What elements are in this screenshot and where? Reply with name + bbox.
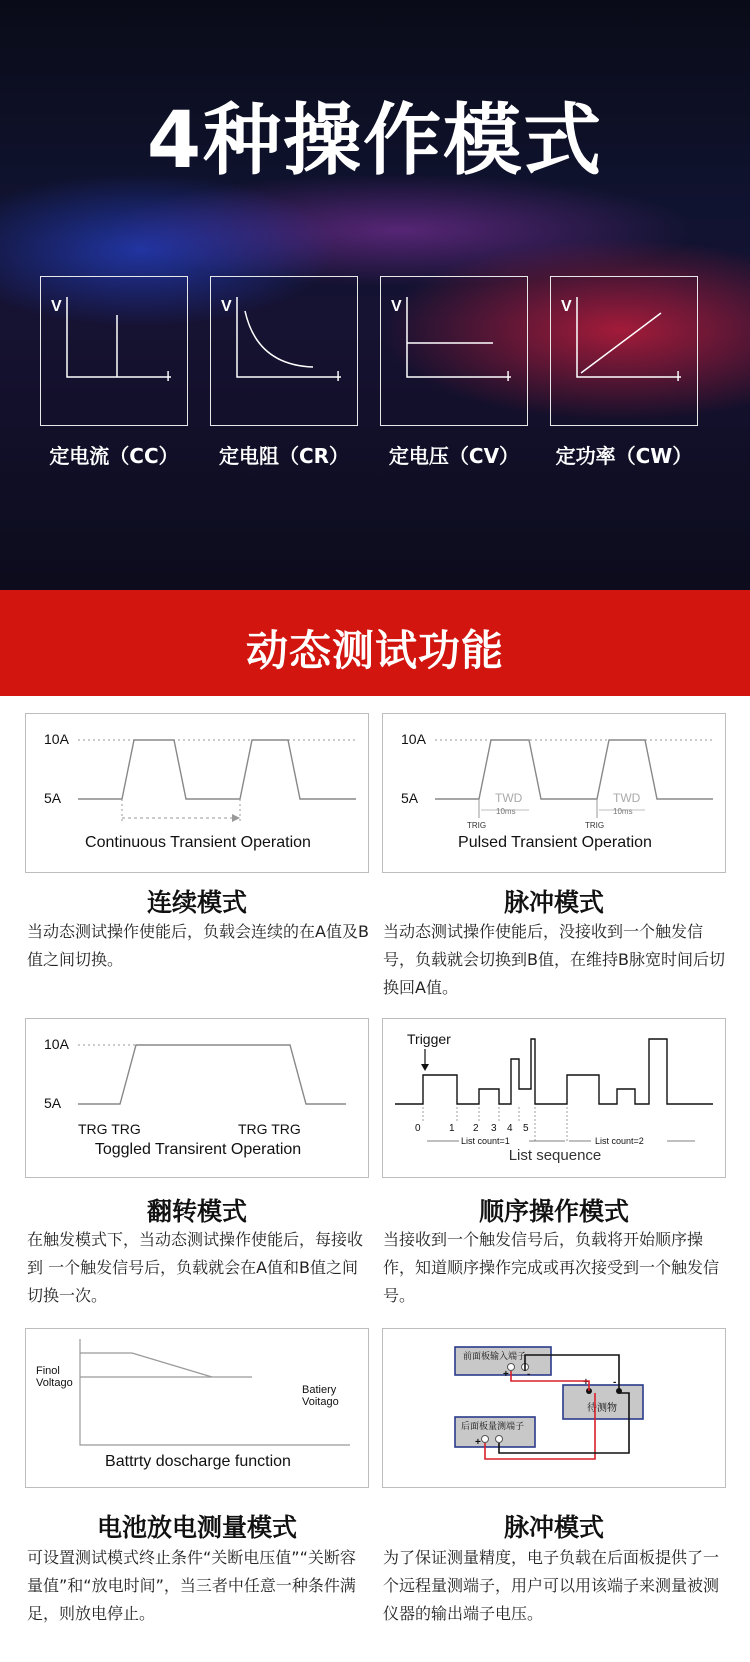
tick-label: 2 — [473, 1123, 479, 1134]
diagram-caption: Pulsed Transient Operation — [458, 834, 652, 851]
plus-sign: + — [475, 1437, 481, 1448]
rear-terminal-label: 后面板量测端子 — [461, 1421, 525, 1431]
y-high-label: 10A — [44, 1036, 69, 1052]
battery-discharge-diagram — [25, 1328, 369, 1488]
tick-label: 3 — [491, 1123, 497, 1134]
diagram-caption: Battrty doscharge function — [105, 1453, 291, 1470]
tick-label: 4 — [507, 1123, 513, 1134]
v-axis-label: V — [561, 298, 572, 315]
final-voltage-label: Finol — [36, 1365, 60, 1377]
mode-cv-label: 定电压（CV） — [388, 444, 520, 468]
battery-voltage-label: Voitago — [302, 1396, 339, 1408]
list-sequence-diagram — [382, 1018, 726, 1178]
minus-sign: - — [613, 1377, 617, 1388]
minus-sign: - — [527, 1369, 531, 1380]
battery-mode-desc: 可设置测试模式终止条件“关断电压值”“关断容量值”和“放电时间”，当三者中任意一种条件满足，则放电停止。 — [27, 1548, 356, 1623]
y-low-label: 5A — [44, 1095, 62, 1111]
trig-label: TRIG — [585, 821, 605, 830]
ms-label: 10ms — [496, 807, 516, 816]
trig-label: TRIG — [467, 821, 487, 830]
battery-mode-title: 电池放电测量模式 — [96, 1513, 297, 1542]
mode-cc-graph — [40, 276, 188, 426]
section-title: 动态测试功能 — [245, 626, 504, 675]
ms-label: 10ms — [613, 807, 633, 816]
hero-title: 4种操作模式 — [146, 96, 604, 186]
pulsed-transient-diagram — [382, 713, 726, 873]
pulsed-mode-title: 脉冲模式 — [503, 888, 604, 917]
mode-cw-label: 定功率（CW） — [555, 444, 693, 468]
toggled-transient-diagram — [25, 1018, 369, 1178]
continuous-transient-diagram — [25, 713, 369, 873]
hero-banner — [0, 0, 750, 590]
battery-voltage-label: Batiery — [302, 1384, 337, 1396]
i-axis-label: I — [336, 368, 341, 385]
tick-label: 0 — [415, 1123, 421, 1134]
i-axis-label: I — [676, 368, 681, 385]
remote-sense-mode-title: 脉冲模式 — [503, 1513, 604, 1542]
list-count-label: List count=2 — [595, 1136, 644, 1146]
v-axis-label: V — [51, 298, 62, 315]
tick-label: 1 — [449, 1123, 455, 1134]
mode-cc-label: 定电流（CC） — [49, 444, 179, 468]
diagram-caption: Continuous Transient Operation — [85, 834, 311, 851]
continuous-mode-desc: 当动态测试操作使能后，负载会连续的在A值及B值之间切换。 — [27, 922, 369, 969]
diagram-caption: Toggled Transirent Operation — [94, 1141, 302, 1158]
plus-sign: + — [583, 1377, 589, 1388]
twd-label: TWD — [495, 791, 523, 805]
mode-cw-graph — [550, 276, 698, 426]
mode-cr-label: 定电阻（CR） — [218, 444, 350, 468]
remote-sense-wiring-diagram — [382, 1328, 726, 1488]
y-high-label: 10A — [401, 731, 426, 747]
toggled-mode-title: 翻转模式 — [146, 1197, 247, 1226]
y-low-label: 5A — [44, 790, 62, 806]
final-voltage-label: Voltago — [36, 1377, 73, 1389]
mode-cr-graph — [210, 276, 358, 426]
pulsed-mode-desc: 当动态测试操作使能后，没接收到一个触发信号，负载就会切换到B值，在维持B脉宽时间后切换回A值。 — [383, 922, 725, 997]
i-axis-label: I — [166, 368, 171, 385]
trg-label: TRG TRG — [238, 1121, 301, 1137]
remote-sense-mode-desc: 为了保证测量精度，电子负载在后面板提供了一个远程量测端子，用户可以用该端子来测量被测仪器的输出端子电压。 — [383, 1548, 720, 1623]
list-mode-desc: 当接收到一个触发信号后，负载将开始顺序操作，知道顺序操作完成或再次接受到一个触发信号。 — [383, 1230, 720, 1305]
y-high-label: 10A — [44, 731, 69, 747]
v-axis-label: V — [221, 298, 232, 315]
toggled-mode-desc: 在触发模式下，当动态测试操作使能后，每接收到 一个触发信号后，负载就会在A值和B值之间切换一次。 — [27, 1230, 364, 1305]
plus-sign: + — [503, 1369, 509, 1380]
continuous-mode-title: 连续模式 — [146, 888, 247, 917]
front-terminal-label: 前面板输入端子 — [463, 1351, 527, 1361]
tick-label: 5 — [523, 1123, 529, 1134]
v-axis-label: V — [391, 298, 402, 315]
trg-label: TRG TRG — [78, 1121, 141, 1137]
mode-cv-graph — [380, 276, 528, 426]
list-count-label: List count=1 — [461, 1136, 510, 1146]
dut-label: 待测物 — [587, 1403, 617, 1414]
y-low-label: 5A — [401, 790, 419, 806]
diagram-caption: List sequence — [508, 1147, 602, 1164]
list-mode-title: 顺序操作模式 — [478, 1197, 629, 1226]
trigger-label: Trigger — [407, 1031, 451, 1047]
twd-label: TWD — [613, 791, 641, 805]
i-axis-label: I — [506, 368, 511, 385]
